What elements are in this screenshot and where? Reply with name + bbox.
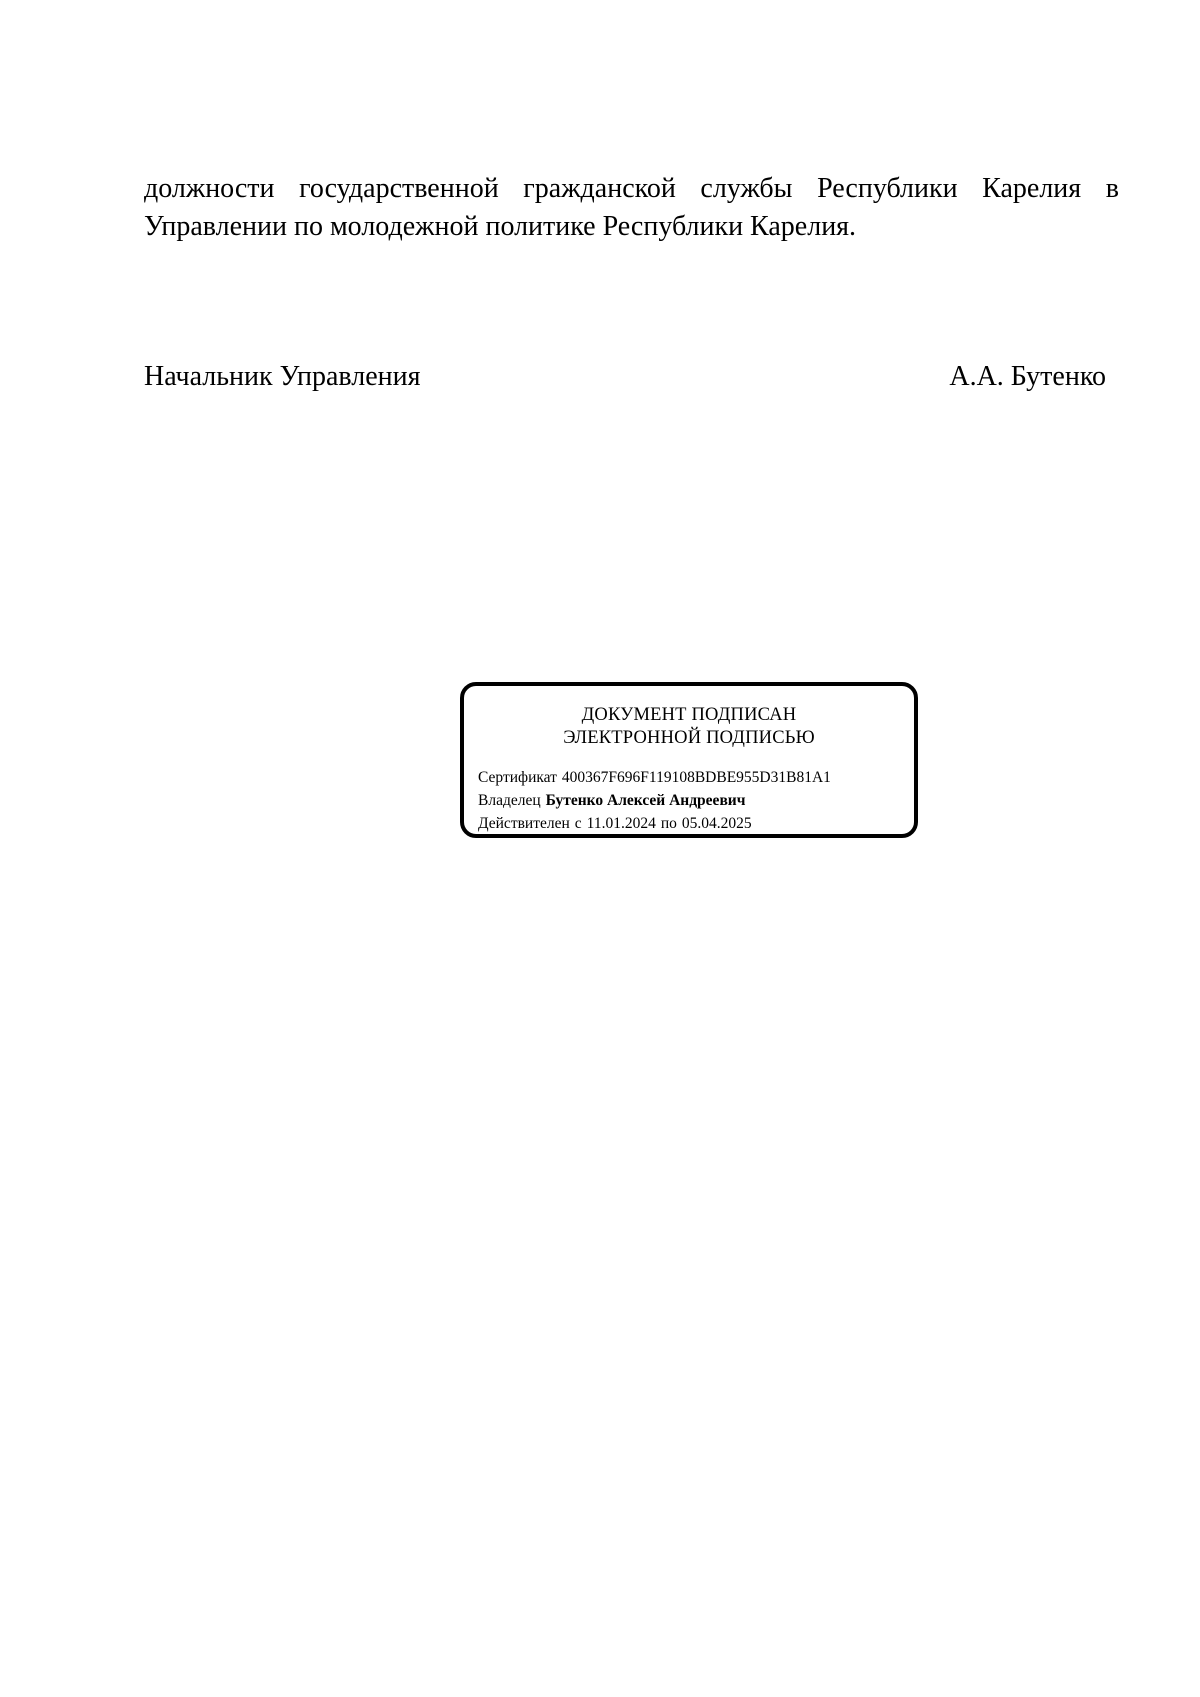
- signatory-position: Начальник Управления: [144, 361, 421, 392]
- owner-line: [478, 789, 831, 812]
- certificate-value: 400367F696F119108BDBE955D31B81A1: [561, 769, 831, 786]
- signatory-name: А.А. Бутенко: [949, 361, 1106, 392]
- certificate-line: [478, 766, 831, 789]
- validity-line: [478, 812, 831, 835]
- valid-from-label: с: [574, 815, 582, 832]
- signature-block: [144, 358, 1106, 396]
- stamp-heading-line-1: ДОКУМЕНТ ПОДПИСАН: [581, 705, 797, 725]
- valid-to-date: 05.04.2025: [681, 815, 752, 832]
- stamp-heading-line-2: ЭЛЕКТРОННОЙ ПОДПИСЬЮ: [563, 728, 815, 748]
- valid-label: Действителен: [478, 815, 570, 832]
- body-paragraph: должности государственной гражданской службы Республики Карелия в Управлении по молодежной политике Республики Карелия.: [144, 173, 1119, 242]
- stamp-heading: [464, 704, 914, 750]
- valid-to-label: по: [660, 815, 677, 832]
- owner-value: Бутенко Алексей Андреевич: [545, 792, 746, 809]
- valid-from-date: 11.01.2024: [586, 815, 656, 832]
- electronic-signature-stamp: [460, 682, 918, 838]
- certificate-label: Сертификат: [478, 769, 557, 786]
- owner-label: Владелец: [478, 792, 541, 809]
- stamp-details: [478, 766, 831, 835]
